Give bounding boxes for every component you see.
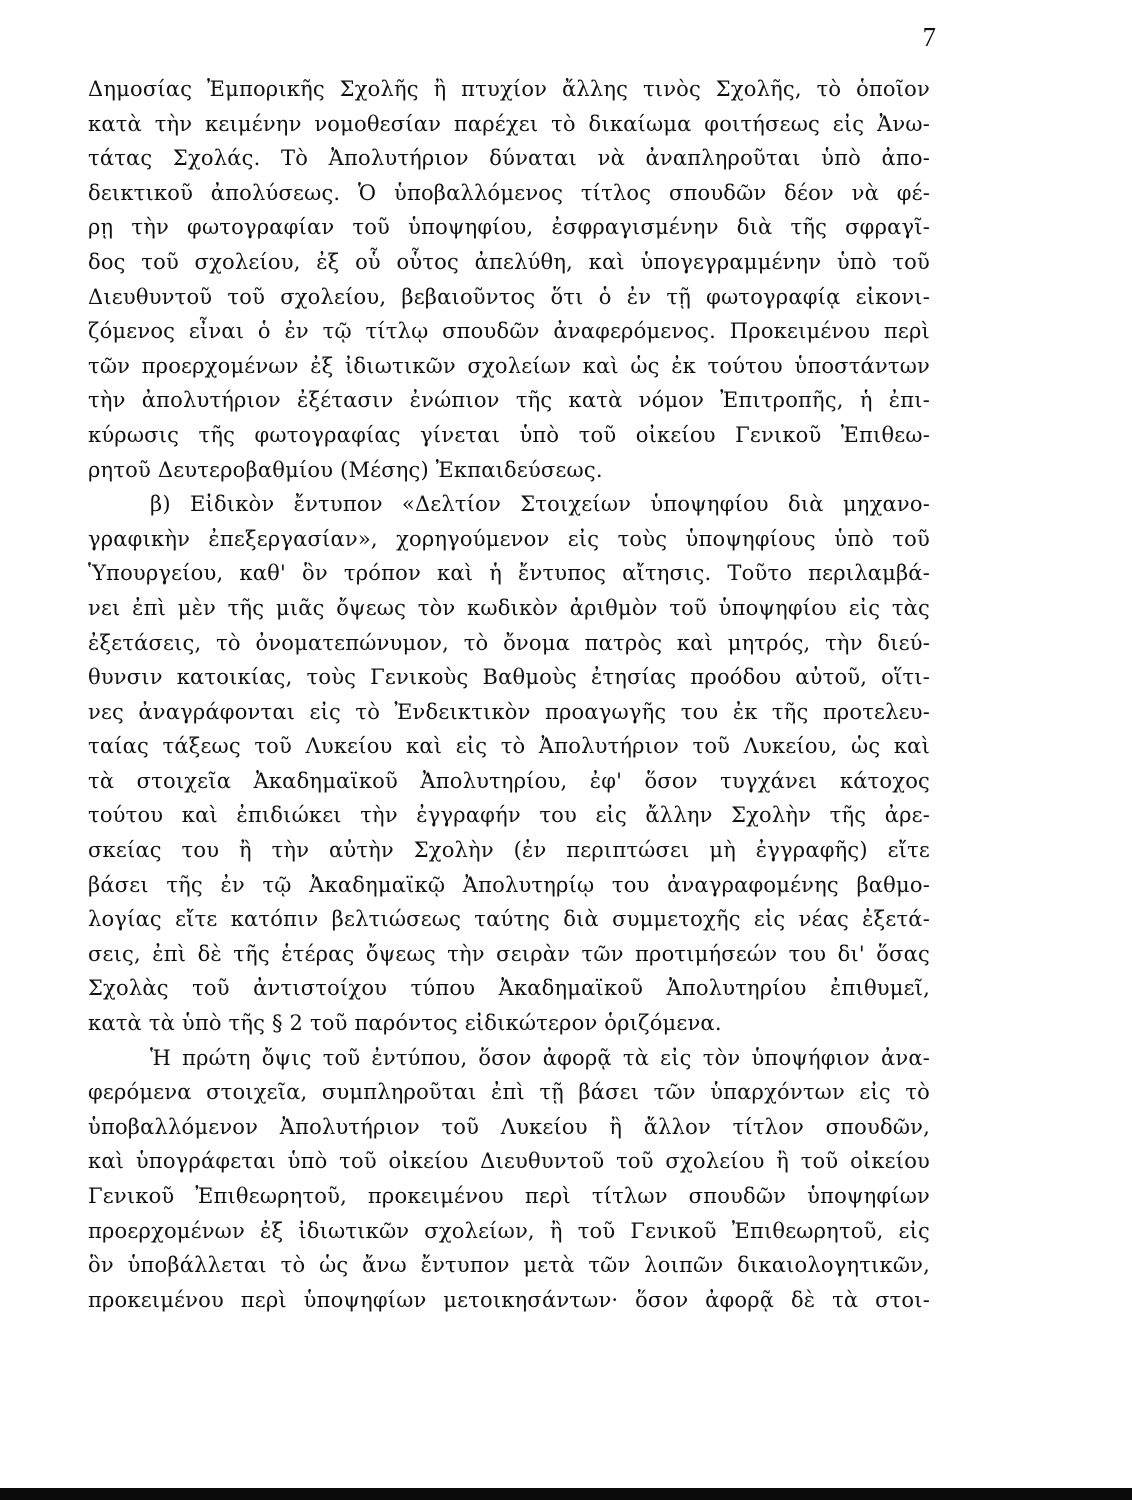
text-line: τῶν προερχομένων ἐξ ἰδιωτικῶν σχολείων καὶ ὡς ἐκ τούτου ὑποστάντων — [88, 353, 930, 378]
text-line: Σχολὰς τοῦ ἀντιστοίχου τύπου Ἀκαδημαϊκοῦ Ἀπολυτηρίου ἐπιθυμεῖ, — [88, 976, 930, 1001]
text-line: νει ἐπὶ μὲν τῆς μιᾶς ὄψεως τὸν κωδικὸν ἀριθμὸν τοῦ ὑποψηφίου εἰς τὰς — [88, 595, 930, 620]
text-line: ρῃ τὴν φωτογραφίαν τοῦ ὑποψηφίου, ἐσφραγισμένην διὰ τῆς σφραγῖ- — [88, 215, 930, 240]
text-line: φερόμενα στοιχεῖα, συμπληροῦται ἐπὶ τῇ βάσει τῶν ὑπαρχόντων εἰς τὸ — [88, 1080, 930, 1105]
text-line: ἐξετάσεις, τὸ ὀνοματεπώνυμον, τὸ ὄνομα πατρὸς καὶ μητρός, τὴν διεύ- — [88, 630, 930, 655]
text-line: Διευθυντοῦ τοῦ σχολείου, βεβαιοῦντος ὅτι ὁ ἐν τῇ φωτογραφίᾳ εἰκονι- — [88, 284, 930, 309]
scan-edge-bar — [0, 1488, 1132, 1500]
text-line: προκειμένου περὶ ὑποψηφίων μετοικησάντων· ὅσον ἀφορᾷ δὲ τὰ στοι- — [88, 1287, 930, 1312]
text-line: Δημοσίας Ἐμπορικῆς Σχολῆς ἢ πτυχίον ἄλλης τινὸς Σχολῆς, τὸ ὁποῖον — [88, 77, 930, 101]
text-line: ταίας τάξεως τοῦ Λυκείου καὶ εἰς τὸ Ἀπολυτήριον τοῦ Λυκείου, ὡς καὶ — [88, 734, 930, 759]
text-line: ὑποβαλλόμενον Ἀπολυτήριον τοῦ Λυκείου ἢ ἄλλον τίτλον σπουδῶν, — [88, 1114, 930, 1139]
text-line: β) Εἰδικὸν ἔντυπον «Δελτίον Στοιχείων ὑποψηφίου διὰ μηχανο- — [150, 492, 930, 517]
text-line: τὴν ἀπολυτήριον ἐξέτασιν ἐνώπιον τῆς κατὰ νόμον Ἐπιτροπῆς, ἡ ἐπι- — [88, 388, 930, 413]
text-line: Ἡ πρώτη ὄψις τοῦ ἐντύπου, ὅσον ἀφορᾷ τὰ εἰς τὸν ὑποψήφιον ἀνα- — [150, 1045, 930, 1070]
text-line: κατὰ τὴν κειμένην νομοθεσίαν παρέχει τὸ δικαίωμα φοιτήσεως εἰς Ἀνω- — [88, 111, 930, 136]
text-line: καὶ ὑπογράφεται ὑπὸ τοῦ οἰκείου Διευθυντοῦ τοῦ σχολείου ἢ τοῦ οἰκείου — [88, 1149, 930, 1174]
text-line: κατὰ τὰ ὑπὸ τῆς § 2 τοῦ παρόντος εἰδικώτερον ὁριζόμενα. — [88, 1011, 722, 1036]
text-line: θυνσιν κατοικίας, τοὺς Γενικοὺς Βαθμοὺς ἐτησίας προόδου αὐτοῦ, οἵτι- — [88, 665, 930, 690]
text-line: νες ἀναγράφονται εἰς τὸ Ἐνδεικτικὸν προαγωγῆς του ἐκ τῆς προτελευ- — [88, 699, 930, 724]
text-line: δος τοῦ σχολείου, ἐξ οὗ οὗτος ἀπελύθη, καὶ ὑπογεγραμμένην ὑπὸ τοῦ — [88, 249, 930, 274]
text-line: ὃν ὑποβάλλεται τὸ ὡς ἄνω ἔντυπον μετὰ τῶν λοιπῶν δικαιολογητικῶν, — [88, 1253, 930, 1278]
text-line: τὰ στοιχεῖα Ἀκαδημαϊκοῦ Ἀπολυτηρίου, ἐφ' ὅσον τυγχάνει κάτοχος — [88, 768, 930, 793]
page-number: 7 — [922, 22, 936, 52]
text-line: τούτου καὶ ἐπιδιώκει τὴν ἐγγραφήν του εἰς ἄλλην Σχολὴν τῆς ἀρε- — [88, 803, 930, 828]
text-line: ζόμενος εἶναι ὁ ἐν τῷ τίτλῳ σπουδῶν ἀναφερόμενος. Προκειμένου περὶ — [88, 319, 930, 344]
paragraph-1 — [88, 72, 930, 487]
text-line: βάσει τῆς ἐν τῷ Ἀκαδημαϊκῷ Ἀπολυτηρίῳ του ἀναγραφομένης βαθμο- — [88, 872, 930, 897]
text-line: δεικτικοῦ ἀπολύσεως. Ὁ ὑποβαλλόμενος τίτλος σπουδῶν δέον νὰ φέ- — [88, 180, 930, 205]
document-body — [88, 72, 930, 1317]
text-line: Ὑπουργείου, καθ' ὃν τρόπον καὶ ἡ ἔντυπος αἴτησις. Τοῦτο περιλαμβά- — [88, 561, 930, 586]
text-line: ρητοῦ Δευτεροβαθμίου (Μέσης) Ἐκπαιδεύσεως. — [88, 457, 603, 482]
paragraph-2 — [88, 487, 930, 1041]
text-line: σεις, ἐπὶ δὲ τῆς ἑτέρας ὄψεως τὴν σειρὰν τῶν προτιμήσεών του δι' ὅσας — [88, 941, 930, 966]
text-line: τάτας Σχολάς. Τὸ Ἀπολυτήριον δύναται νὰ ἀναπληροῦται ὑπὸ ἀπο- — [88, 146, 930, 171]
paragraph-3 — [88, 1041, 930, 1318]
text-line: κύρωσις τῆς φωτογραφίας γίνεται ὑπὸ τοῦ οἰκείου Γενικοῦ Ἐπιθεω- — [88, 422, 930, 447]
text-line: προερχομένων ἐξ ἰδιωτικῶν σχολείων, ἢ τοῦ Γενικοῦ Ἐπιθεωρητοῦ, εἰς — [88, 1218, 930, 1243]
text-line: γραφικὴν ἐπεξεργασίαν», χορηγούμενον εἰς τοὺς ὑποψηφίους ὑπὸ τοῦ — [88, 526, 930, 551]
text-line: σκείας του ἢ τὴν αὐτὴν Σχολὴν (ἐν περιπτώσει μὴ ἐγγραφῆς) εἴτε — [88, 838, 930, 863]
text-line: Γενικοῦ Ἐπιθεωρητοῦ, προκειμένου περὶ τίτλων σπουδῶν ὑποψηφίων — [88, 1184, 930, 1208]
text-line: λογίας εἴτε κατόπιν βελτιώσεως ταύτης διὰ συμμετοχῆς εἰς νέας ἐξετά- — [88, 907, 930, 932]
